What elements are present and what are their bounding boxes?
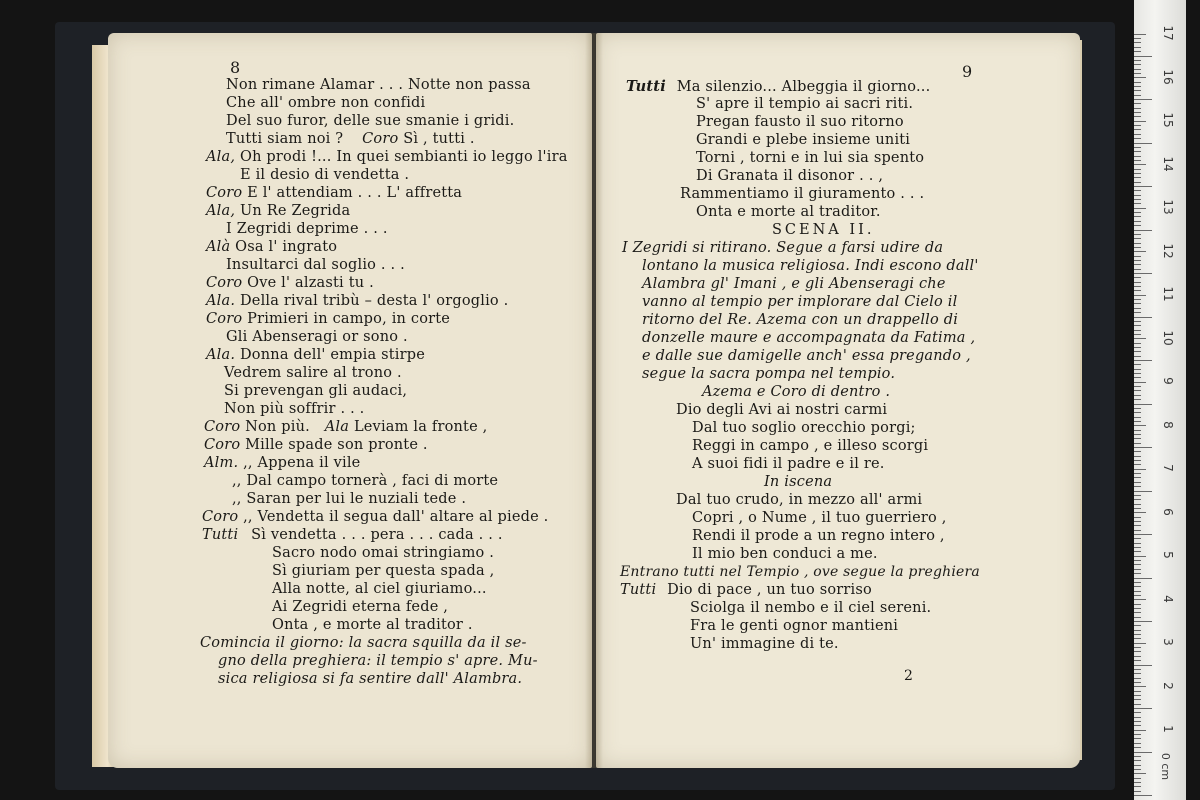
left-line-11: Insultarci dal soglio . . . (226, 257, 405, 273)
right-line-11: Reggi in campo , e illeso scorgi (692, 438, 929, 454)
ruler-tick (1134, 547, 1141, 548)
ruler-tick (1134, 317, 1152, 318)
ruler-tick (1134, 560, 1141, 561)
ruler-tick (1134, 386, 1141, 387)
ruler-tick (1134, 395, 1141, 396)
ruler-tick (1134, 508, 1141, 509)
ruler-tick (1134, 769, 1141, 770)
ruler-tick (1134, 591, 1141, 592)
ruler-tick (1134, 73, 1141, 74)
ruler-tick (1134, 360, 1152, 361)
ruler-tick (1134, 260, 1141, 261)
right-line-15: Rendi il prode a un regno intero , (692, 528, 945, 544)
right-stage-direction-11: Entrano tutti nel Tempio , ove segue la preghiera (620, 564, 980, 580)
left-line-2: Che all' ombre non confidi (226, 95, 426, 111)
ruler-tick (1134, 103, 1141, 104)
ruler-tick (1134, 364, 1141, 365)
ruler-tick (1134, 604, 1141, 605)
ruler-tick (1134, 556, 1146, 557)
ruler-tick (1134, 208, 1146, 209)
ruler-tick (1134, 634, 1141, 635)
ruler-tick (1134, 138, 1141, 139)
ruler-tick (1134, 160, 1141, 161)
ruler-tick (1134, 412, 1141, 413)
right-line-17: Tutti Dio di pace , un tuo sorriso (620, 582, 872, 598)
left-line-27: Sacro nodo omai stringiamo . (272, 545, 495, 561)
left-line-26: Tutti Sì vendetta . . . pera . . . cada . . . (202, 527, 503, 543)
ruler-label-4: 4 (1161, 595, 1175, 603)
left-stage-direction-2: gno della preghiera: il tempio s' apre. Mu- (218, 653, 538, 669)
right-line-5: Torni , torni e in lui sia spento (696, 150, 925, 166)
ruler-tick (1134, 456, 1141, 457)
ruler-tick (1134, 343, 1141, 344)
left-page-number: 8 (230, 58, 241, 77)
ruler-tick (1134, 752, 1152, 753)
ruler-tick (1134, 390, 1141, 391)
ruler-tick (1134, 730, 1146, 731)
left-line-20: Coro Non più. Ala Leviam la fronte , (204, 419, 488, 435)
ruler-tick (1134, 743, 1141, 744)
ruler-tick (1134, 717, 1141, 718)
ruler-tick (1134, 569, 1141, 570)
ruler-tick (1134, 669, 1141, 670)
right-stage-direction-6: donzelle maure e accompagnata da Fatima , (642, 330, 976, 346)
ruler-tick (1134, 282, 1141, 283)
ruler-tick (1134, 425, 1146, 426)
ruler-label-12: 12 (1161, 243, 1175, 259)
ruler-tick (1134, 199, 1141, 200)
ruler-tick (1134, 347, 1141, 348)
right-line-14: Copri , o Nume , il tuo guerriero , (692, 510, 947, 526)
ruler-tick (1134, 186, 1152, 187)
ruler-tick (1134, 595, 1141, 596)
ruler-tick (1134, 638, 1141, 639)
ruler-tick (1134, 734, 1141, 735)
ruler-tick (1134, 90, 1141, 91)
left-line-16: Ala. Donna dell' empia stirpe (206, 347, 426, 363)
ruler-tick (1134, 356, 1141, 357)
scene-heading: SCENA II. (772, 222, 875, 238)
ruler-tick (1134, 421, 1141, 422)
ruler-tick (1134, 238, 1141, 239)
ruler-tick (1134, 586, 1141, 587)
ruler-tick (1134, 143, 1152, 144)
ruler-tick (1134, 116, 1141, 117)
left-line-10: Alà Osa l' ingrato (206, 239, 338, 255)
left-stage-direction-1: Comincia il giorno: la sacra squilla da il se- (200, 635, 527, 651)
ruler-label-7: 7 (1161, 464, 1175, 472)
ruler-tick (1134, 256, 1141, 257)
ruler-tick (1134, 712, 1141, 713)
right-line-10: Dal tuo soglio orecchio porgi; (692, 420, 916, 436)
ruler-tick (1134, 338, 1146, 339)
ruler-label-3: 3 (1161, 638, 1175, 646)
ruler-tick (1134, 221, 1141, 222)
ruler-tick (1134, 678, 1141, 679)
ruler-tick (1134, 517, 1141, 518)
ruler-label-15: 15 (1161, 112, 1175, 128)
book-gutter (585, 33, 603, 768)
ruler-tick (1134, 38, 1141, 39)
ruler-tick (1134, 251, 1146, 252)
ruler-tick (1134, 430, 1141, 431)
ruler-tick (1134, 99, 1152, 100)
ruler-tick (1134, 42, 1141, 43)
ruler-label-10: 10 (1161, 330, 1175, 346)
ruler-tick (1134, 647, 1141, 648)
left-line-14: Coro Primieri in campo, in corte (206, 311, 451, 327)
ruler-tick (1134, 791, 1141, 792)
ruler-tick (1134, 747, 1141, 748)
ruler-unit: 0 cm (1159, 752, 1173, 781)
ruler-tick (1134, 708, 1152, 709)
right-stage-direction-10: In iscena (764, 474, 833, 490)
ruler-tick (1134, 773, 1146, 774)
ruler-tick (1134, 608, 1141, 609)
right-line-4: Grandi e plebe insieme uniti (696, 132, 911, 148)
ruler-tick (1134, 686, 1146, 687)
ruler-label-9: 9 (1161, 377, 1175, 385)
ruler-tick (1134, 482, 1141, 483)
left-line-23: ,, Dal campo tornerà , faci di morte (232, 473, 499, 489)
right-line-20: Un' immagine di te. (690, 636, 839, 652)
right-line-9: Dio degli Avi ai nostri carmi (676, 402, 888, 418)
ruler-tick (1134, 269, 1141, 270)
ruler-label-16: 16 (1161, 69, 1175, 85)
left-line-9: I Zegridi deprime . . . (226, 221, 388, 237)
left-line-12: Coro Ove l' alzasti tu . (206, 275, 374, 291)
ruler-label-1: 1 (1161, 725, 1175, 733)
right-stage-direction-1: I Zegridi si ritirano. Segue a farsi udire da (622, 240, 944, 256)
ruler-tick (1134, 760, 1141, 761)
ruler-tick (1134, 469, 1146, 470)
ruler-tick (1134, 295, 1146, 296)
right-line-7: Rammentiamo il giuramento . . . (680, 186, 925, 202)
ruler-tick (1134, 69, 1141, 70)
right-line-8: Onta e morte al traditor. (696, 204, 881, 220)
ruler-tick (1134, 404, 1152, 405)
ruler-tick (1134, 151, 1141, 152)
ruler-tick (1134, 129, 1141, 130)
left-line-17: Vedrem salire al trono . (224, 365, 402, 381)
left-line-21: Coro Mille spade son pronte . (204, 437, 428, 453)
ruler-tick (1134, 443, 1141, 444)
ruler-tick (1134, 699, 1141, 700)
ruler-tick (1134, 582, 1141, 583)
ruler-tick (1134, 60, 1141, 61)
right-stage-direction-5: ritorno del Re. Azema con un drappello di (642, 312, 959, 328)
ruler-tick (1134, 786, 1141, 787)
right-stage-direction-4: vanno al tempio per implorare dal Cielo il (642, 294, 958, 310)
ruler-tick (1134, 630, 1141, 631)
left-line-28: Sì giuriam per questa spada , (272, 563, 495, 579)
left-line-1: Non rimane Alamar . . . Notte non passa (226, 77, 531, 93)
ruler-tick (1134, 665, 1152, 666)
ruler-tick (1134, 721, 1141, 722)
left-line-29: Alla notte, al ciel giuriamo... (272, 581, 487, 597)
right-page-number: 9 (962, 62, 973, 81)
ruler-tick (1134, 473, 1141, 474)
ruler-tick (1134, 447, 1152, 448)
left-line-3: Del suo furor, delle sue smanie i gridi. (226, 113, 515, 129)
right-line-1: Tutti Ma silenzio... Albeggia il giorno... (626, 78, 931, 95)
ruler-tick (1134, 578, 1152, 579)
ruler-tick (1134, 399, 1141, 400)
ruler-tick (1134, 377, 1141, 378)
ruler-tick (1134, 190, 1141, 191)
right-line-16: Il mio ben conduci a me. (692, 546, 878, 562)
left-line-19: Non più soffrir . . . (224, 401, 365, 417)
ruler-label-17: 17 (1161, 25, 1175, 41)
ruler-tick (1134, 382, 1146, 383)
ruler-tick (1134, 330, 1141, 331)
ruler-tick (1134, 308, 1141, 309)
measuring-ruler (1134, 0, 1186, 800)
ruler-tick (1134, 495, 1141, 496)
ruler-tick (1134, 34, 1146, 35)
right-line-13: Dal tuo crudo, in mezzo all' armi (676, 492, 923, 508)
ruler-tick (1134, 112, 1141, 113)
ruler-tick (1134, 543, 1141, 544)
ruler-label-2: 2 (1161, 682, 1175, 690)
ruler-tick (1134, 765, 1141, 766)
ruler-tick (1134, 682, 1141, 683)
ruler-tick (1134, 47, 1141, 48)
ruler-tick (1134, 164, 1146, 165)
ruler-tick (1134, 530, 1141, 531)
ruler-tick (1134, 660, 1141, 661)
ruler-tick (1134, 312, 1141, 313)
ruler-tick (1134, 573, 1141, 574)
ruler-tick (1134, 617, 1141, 618)
left-line-25: Coro ,, Vendetta il segua dall' altare al piede . (202, 509, 549, 525)
left-line-18: Si prevengan gli audaci, (224, 383, 408, 399)
ruler-tick (1134, 795, 1152, 796)
ruler-tick (1134, 491, 1152, 492)
left-line-13: Ala. Della rival tribù – desta l' orgoglio . (206, 293, 509, 309)
ruler-tick (1134, 243, 1141, 244)
ruler-tick (1134, 121, 1146, 122)
ruler-tick (1134, 173, 1141, 174)
ruler-tick (1134, 321, 1141, 322)
left-line-5: Ala, Oh prodi !... In quei sembianti io leggo l'ira (206, 149, 568, 165)
ruler-tick (1134, 725, 1141, 726)
ruler-tick (1134, 460, 1141, 461)
ruler-tick (1134, 525, 1141, 526)
ruler-tick (1134, 782, 1141, 783)
ruler-label-8: 8 (1161, 421, 1175, 429)
ruler-tick (1134, 177, 1141, 178)
left-line-31: Onta , e morte al traditor . (272, 617, 473, 633)
ruler-tick (1134, 351, 1141, 352)
right-line-3: Pregan fausto il suo ritorno (696, 114, 904, 130)
ruler-tick (1134, 512, 1146, 513)
ruler-tick (1134, 534, 1152, 535)
ruler-tick (1134, 643, 1146, 644)
right-stage-direction-9: Azema e Coro di dentro . (702, 384, 891, 400)
ruler-label-13: 13 (1161, 199, 1175, 215)
ruler-tick (1134, 334, 1141, 335)
ruler-tick (1134, 434, 1141, 435)
left-line-7: Coro E l' attendiam . . . L' affretta (206, 185, 463, 201)
ruler-tick (1134, 695, 1141, 696)
right-stage-direction-3: Alambra gl' Imani , e gli Abenseragi che (642, 276, 946, 292)
ruler-tick (1134, 77, 1146, 78)
ruler-tick (1134, 303, 1141, 304)
left-line-4: Tutti siam noi ? Coro Sì , tutti . (226, 131, 475, 147)
ruler-tick (1134, 625, 1141, 626)
left-line-22: Alm. ,, Appena il vile (204, 455, 361, 471)
ruler-tick (1134, 325, 1141, 326)
ruler-tick (1134, 464, 1141, 465)
ruler-tick (1134, 247, 1141, 248)
ruler-tick (1134, 451, 1141, 452)
ruler-tick (1134, 673, 1141, 674)
ruler-tick (1134, 651, 1141, 652)
ruler-tick (1134, 64, 1141, 65)
ruler-tick (1134, 738, 1141, 739)
ruler-tick (1134, 234, 1141, 235)
ruler-tick (1134, 612, 1141, 613)
right-stage-direction-8: segue la sacra pompa nel tempio. (642, 366, 896, 382)
ruler-tick (1134, 108, 1141, 109)
ruler-tick (1134, 195, 1141, 196)
ruler-tick (1134, 408, 1141, 409)
ruler-tick (1134, 778, 1141, 779)
ruler-tick (1134, 499, 1141, 500)
left-line-24: ,, Saran per lui le nuziali tede . (232, 491, 467, 507)
right-stage-direction-7: e dalle sue damigelle anch' essa pregando , (642, 348, 971, 364)
ruler-tick (1134, 417, 1141, 418)
right-line-18: Sciolga il nembo e il ciel sereni. (690, 600, 932, 616)
ruler-tick (1134, 438, 1141, 439)
left-line-8: Ala, Un Re Zegrida (206, 203, 351, 219)
ruler-label-14: 14 (1161, 156, 1175, 172)
ruler-tick (1134, 134, 1141, 135)
ruler-tick (1134, 538, 1141, 539)
ruler-tick (1134, 299, 1141, 300)
right-line-6: Di Granata il disonor . . , (696, 168, 884, 184)
right-line-2: S' apre il tempio ai sacri riti. (696, 96, 914, 112)
ruler-tick (1134, 225, 1141, 226)
right-line-19: Fra le genti ognor mantieni (690, 618, 899, 634)
ruler-tick (1134, 290, 1141, 291)
left-stage-direction-3: sica religiosa si fa sentire dall' Alambra. (218, 671, 523, 687)
ruler-label-5: 5 (1161, 551, 1175, 559)
ruler-tick (1134, 373, 1141, 374)
ruler-tick (1134, 599, 1146, 600)
ruler-label-11: 11 (1161, 286, 1175, 302)
ruler-tick (1134, 691, 1141, 692)
ruler-tick (1134, 82, 1141, 83)
ruler-tick (1134, 203, 1141, 204)
ruler-tick (1134, 169, 1141, 170)
ruler-label-6: 6 (1161, 508, 1175, 516)
ruler-tick (1134, 521, 1141, 522)
ruler-tick (1134, 95, 1141, 96)
ruler-tick (1134, 504, 1141, 505)
ruler-tick (1134, 264, 1141, 265)
ruler-tick (1134, 56, 1152, 57)
ruler-tick (1134, 286, 1141, 287)
ruler-tick (1134, 756, 1141, 757)
ruler-tick (1134, 369, 1141, 370)
ruler-tick (1134, 216, 1141, 217)
ruler-tick (1134, 277, 1141, 278)
right-line-12: A suoi fidi il padre e il re. (692, 456, 885, 472)
ruler-tick (1134, 156, 1141, 157)
ruler-tick (1134, 621, 1152, 622)
left-line-30: Ai Zegridi eterna fede , (272, 599, 449, 615)
ruler-tick (1134, 564, 1141, 565)
ruler-tick (1134, 182, 1141, 183)
right-stage-direction-2: lontano la musica religiosa. Indi escono dall' (642, 258, 979, 274)
ruler-tick (1134, 486, 1141, 487)
ruler-tick (1134, 551, 1141, 552)
signature-mark: 2 (904, 668, 913, 684)
ruler-tick (1134, 704, 1141, 705)
ruler-tick (1134, 51, 1141, 52)
ruler-tick (1134, 273, 1152, 274)
left-line-6: E il desio di vendetta . (240, 167, 410, 183)
ruler-tick (1134, 230, 1152, 231)
ruler-tick (1134, 147, 1141, 148)
ruler-tick (1134, 212, 1141, 213)
ruler-tick (1134, 125, 1141, 126)
left-line-15: Gli Abenseragi or sono . (226, 329, 408, 345)
ruler-tick (1134, 656, 1141, 657)
ruler-tick (1134, 86, 1141, 87)
ruler-tick (1134, 477, 1141, 478)
